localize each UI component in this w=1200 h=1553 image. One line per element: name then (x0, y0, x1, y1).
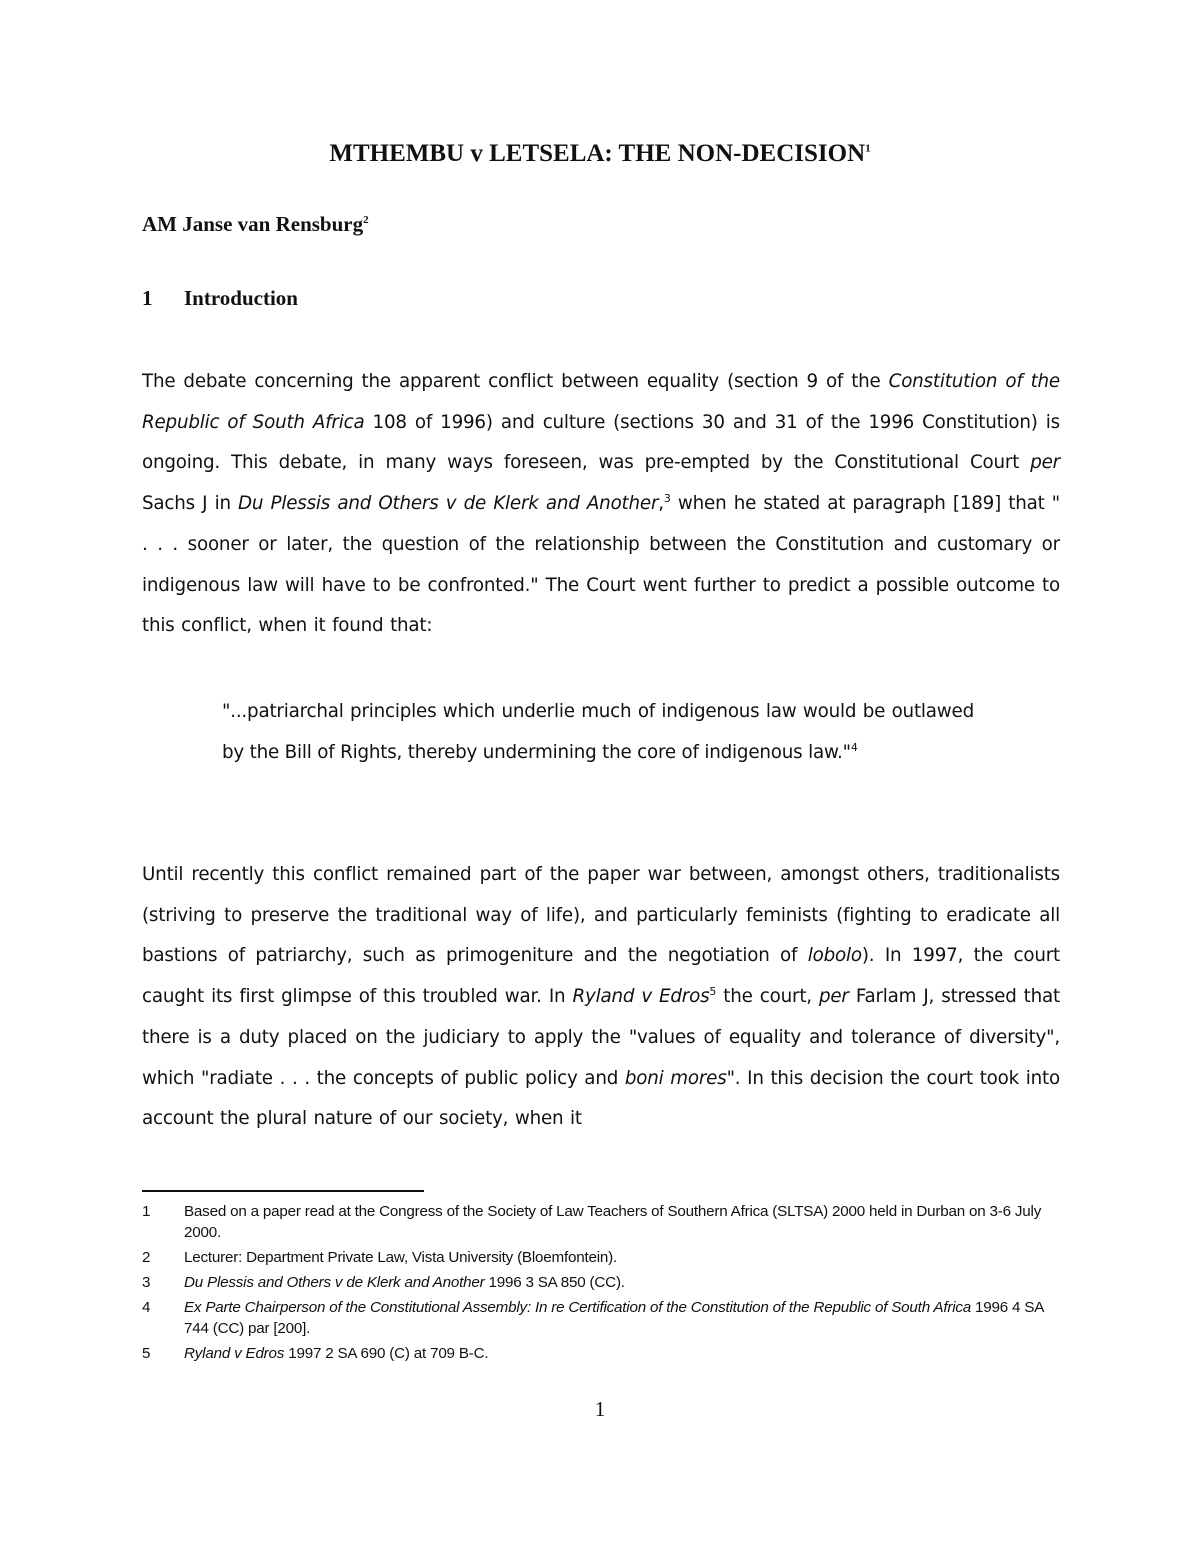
p2-italic-boni-mores: boni mores (624, 1067, 727, 1089)
footnote-text: 1996 3 SA 850 (CC). (484, 1274, 625, 1291)
p2-text-2: ). In 1997, the court caught its first glimpse of this troubled war. In (142, 945, 1060, 1008)
p2-text-3: the court, (716, 986, 819, 1008)
p1-text-5: when he stated at paragraph [189] that " . . . sooner or later, the question of the relationship between the Constitution and customary or indigenous law will have to be confronted." The Court went further to predict a possible outcome to this conflict, when it found that: (142, 493, 1060, 637)
title-footnote-ref[interactable]: 1 (865, 142, 871, 155)
body-paragraph-1 (142, 362, 1060, 647)
page-number: 1 (594, 1397, 606, 1421)
p2-text-4: Farlam J, stressed that there is a duty placed on the judiciary to apply the "values of equality and tolerance of diversity", which "radiate . . . the concepts of public policy and (142, 986, 1060, 1089)
p1-text-1: The debate concerning the apparent conflict between equality (section 9 of the (142, 371, 889, 392)
section-number: 1 (142, 286, 153, 310)
footnote-4 (142, 1297, 1062, 1339)
p2-text-5: ". In this decision the court took into account the plural nature of our society, when it (142, 1067, 1060, 1130)
author-name: AM Janse van Rensburg (142, 212, 364, 236)
section-heading (142, 286, 298, 311)
footnote-text: Lecturer: Department Private Law, Vista University (Bloemfontein). (184, 1249, 618, 1266)
title-text: MTHEMBU v LETSELA: THE NON-DECISION (329, 140, 866, 167)
p1-italic-constitution: Constitution of the Republic of South Africa (142, 371, 1060, 433)
footnote-text: Based on a paper read at the Congress of the Society of Law Teachers of Southern Africa (SLTSA) 2000 held in Durban on 3-6 July 2000. (184, 1203, 1042, 1241)
p2-text-1: Until recently this conflict remained part of the paper war between, amongst others, traditionalists (striving to preserve the traditional way of life), and particularly feminists (fighting to eradicate all bastions of patriarchy, such as primogeniture and the negotiation of (142, 864, 1060, 967)
footnote-ref-3[interactable]: 3 (663, 492, 671, 506)
footnote-number: 1 (142, 1203, 151, 1220)
body-paragraph-2 (142, 855, 1060, 1140)
footnotes-section (142, 1201, 1062, 1368)
author-line (142, 212, 369, 237)
footnote-ref-5[interactable]: 5 (709, 985, 717, 999)
p1-italic-per: per (1030, 452, 1060, 474)
paper-title (0, 140, 1200, 168)
p1-text-2: 108 of 1996) and culture (sections 30 and 31 of the 1996 Constitution) is ongoing. This debate, in many ways foreseen, was pre-empted by the Constitutional Court (142, 411, 1060, 474)
footnote-number: 2 (142, 1249, 151, 1266)
footnote-text: 1996 4 SA 744 (CC) par [200]. (184, 1299, 1044, 1337)
p1-text-4: , (658, 493, 664, 515)
footnote-number: 5 (142, 1345, 151, 1362)
footnote-number: 4 (142, 1299, 151, 1316)
p2-italic-lobolo: lobolo (807, 945, 862, 967)
footnote-1 (142, 1201, 1062, 1243)
footnote-case-name: Du Plessis and Others v de Klerk and Another (184, 1274, 485, 1291)
footnote-case-name: Ex Parte Chairperson of the Constitutional Assembly: In re Certification of the Constitution of the Republic of South Africa (184, 1299, 972, 1316)
footnote-separator (142, 1190, 424, 1192)
p1-text-3: Sachs J in (142, 493, 239, 515)
p1-italic-case: Du Plessis and Others v de Klerk and Another (238, 493, 659, 515)
footnote-case-name: Ryland v Edros (184, 1345, 285, 1362)
section-title: Introduction (184, 286, 298, 310)
author-footnote-ref[interactable]: 2 (363, 214, 369, 226)
p2-italic-case: Ryland v Edros (572, 986, 710, 1008)
footnote-3 (142, 1272, 1062, 1293)
quote-text: "...patriarchal principles which underlie much of indigenous law would be outlawed by the Bill of Rights, thereby undermining the core of indigenous law." (222, 701, 974, 763)
block-quote (222, 692, 974, 773)
footnote-text: 1997 2 SA 690 (C) at 709 B-C. (284, 1345, 489, 1362)
footnote-ref-4[interactable]: 4 (850, 740, 858, 754)
footnote-number: 3 (142, 1274, 151, 1291)
footnote-5 (142, 1343, 1062, 1364)
p2-italic-per: per (818, 986, 849, 1008)
footnote-2 (142, 1247, 1062, 1268)
